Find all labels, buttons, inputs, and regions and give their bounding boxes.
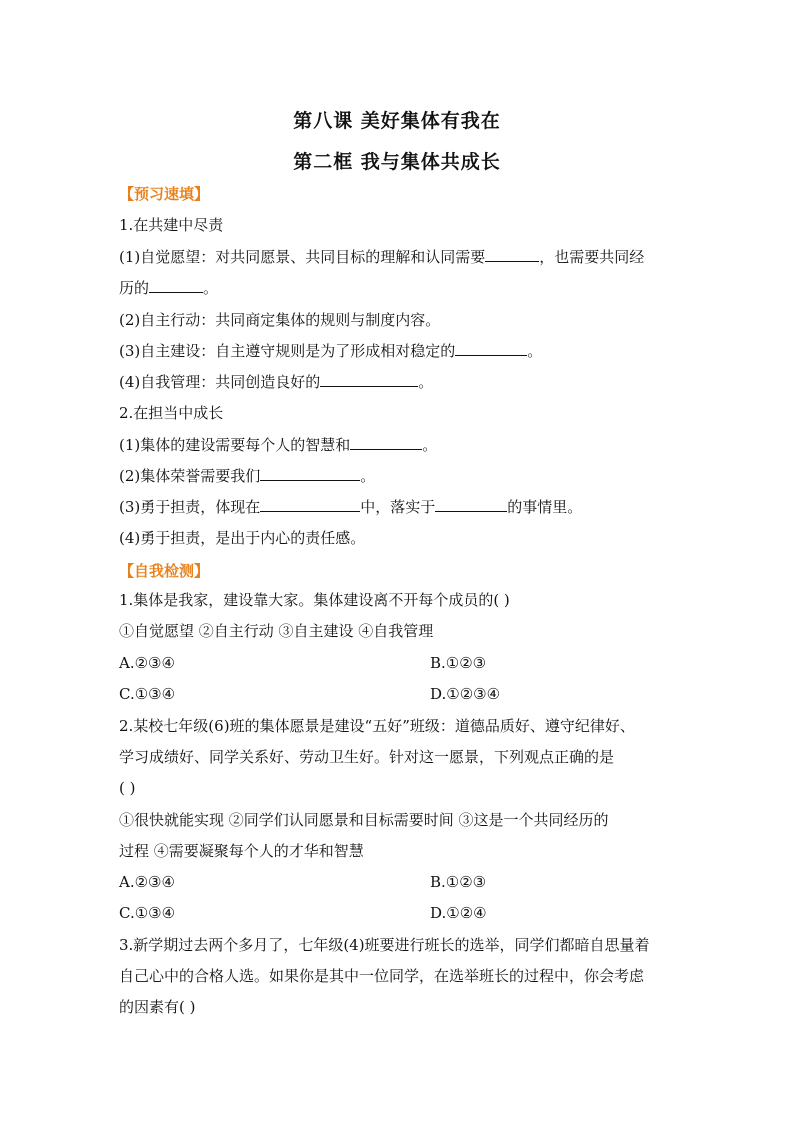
fill-blank[interactable]: [435, 496, 507, 512]
part1-title: 1.在共建中尽责: [119, 216, 224, 234]
fill-blank[interactable]: [260, 465, 360, 481]
q3-stem-line3: 的因素有( ): [119, 998, 196, 1016]
fill-blank[interactable]: [149, 277, 203, 293]
q2-stem-line2: 学习成绩好、同学关系好、劳动卫生好。针对这一愿景，下列观点正确的是: [119, 748, 615, 766]
fill-blank[interactable]: [485, 246, 539, 262]
q3-stem-line1: 3.新学期过去两个多月了，七年级(4)班要进行班长的选举，同学们都暗自思量着: [119, 936, 650, 954]
q1-stem: 1.集体是我家，建设靠大家。集体建设离不开每个成员的( ): [119, 591, 510, 609]
q2-option-c[interactable]: C.①③④: [119, 904, 176, 922]
q3-stem-line2: 自己心中的合格人选。如果你是其中一位同学，在选举班长的过程中，你会考虑: [119, 967, 645, 985]
part2-item2: (2)集体荣誉需要我们 。: [119, 467, 376, 485]
check-heading: 【自我检测】: [119, 562, 210, 580]
q1-statements: ①自觉愿望 ②自主行动 ③自主建设 ④自我管理: [119, 622, 434, 640]
part1-item1-line2: 历的 。: [119, 279, 219, 297]
part2-title: 2.在担当中成长: [119, 404, 224, 422]
lesson-title: 第八课 美好集体有我在: [293, 110, 501, 132]
part1-item2: (2)自主行动：共同商定集体的规则与制度内容。: [119, 311, 441, 329]
fill-blank[interactable]: [260, 496, 360, 512]
q1-option-b[interactable]: B.①②③: [430, 654, 487, 672]
q2-stem-line3: ( ): [119, 779, 136, 797]
part2-item4: (4)勇于担责，是出于内心的责任感。: [119, 529, 366, 547]
part2-item1: (1)集体的建设需要每个人的智慧和 。: [119, 436, 438, 454]
q2-option-b[interactable]: B.①②③: [430, 873, 487, 891]
fill-blank[interactable]: [350, 434, 422, 450]
part2-item3: (3)勇于担责，体现在 中，落实于 的事情里。: [119, 498, 583, 516]
q2-stem-line1: 2.某校七年级(6)班的集体愿景是建设“五好”班级：道德品质好、遵守纪律好、: [119, 717, 635, 735]
fill-blank[interactable]: [320, 371, 418, 387]
q1-option-c[interactable]: C.①③④: [119, 685, 176, 703]
frame-title: 第二框 我与集体共成长: [293, 151, 501, 173]
preview-heading: 【预习速填】: [119, 185, 210, 203]
q1-option-d[interactable]: D.①②③④: [430, 685, 501, 703]
fill-blank[interactable]: [455, 340, 527, 356]
part1-item4: (4)自我管理：共同创造良好的 。: [119, 373, 434, 391]
q1-option-a[interactable]: A.②③④: [119, 654, 175, 672]
q2-option-a[interactable]: A.②③④: [119, 873, 175, 891]
q2-statements-line2: 过程 ④需要凝聚每个人的才华和智慧: [119, 842, 364, 860]
q2-statements-line1: ①很快就能实现 ②同学们认同愿景和目标需要时间 ③这是一个共同经历的: [119, 811, 609, 829]
part1-item1-line1: (1)自觉愿望：对共同愿景、共同目标的理解和认同需要 ，也需要共同经: [119, 248, 645, 266]
part1-item3: (3)自主建设：自主遵守规则是为了形成相对稳定的 。: [119, 342, 543, 360]
q2-option-d[interactable]: D.①②④: [430, 904, 487, 922]
